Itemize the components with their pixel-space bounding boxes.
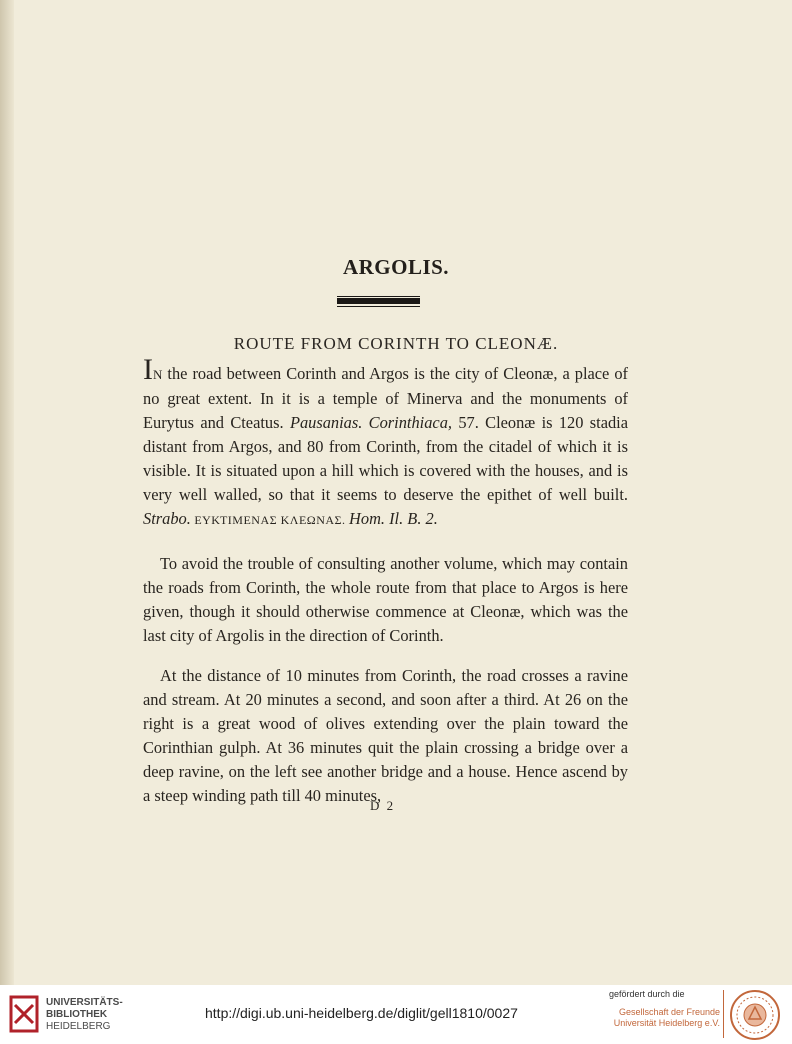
lead-small-caps: N	[153, 367, 163, 382]
library-name[interactable]	[46, 997, 123, 1033]
sponsor-line-1: Gesellschaft der Freunde	[618, 1007, 720, 1017]
signature-mark: D 2	[370, 798, 396, 813]
title-rule-top	[337, 296, 420, 297]
paragraph-1-text: the road between Corinth and Argos is the city of Cleonæ, a place of no great extent. In it is a temple of Minerva and the monuments of Eurytus and Cteatus.	[143, 364, 628, 432]
citation-strabo: Strabo.	[143, 509, 191, 528]
sponsor-line-2: Universität Heidelberg e.V.	[613, 1018, 720, 1028]
greek-quotation: ΕΥΚΤΙΜΕΝΑΣ ΚΛΕΩΝΑΣ.	[190, 513, 350, 527]
paragraph-1	[143, 353, 628, 532]
permalink-url[interactable]: http://digi.ub.uni-heidelberg.de/diglit/gell1810/0027	[205, 1005, 518, 1021]
library-line-1: UNIVERSITÄTS-	[46, 997, 123, 1008]
sponsor-name[interactable]	[613, 1007, 720, 1029]
citation-homer: Hom. Il. B. 2.	[349, 509, 438, 528]
footer-divider	[723, 990, 724, 1038]
viewer-footer	[0, 985, 792, 1044]
section-heading: ROUTE FROM CORINTH TO CLEONÆ.	[233, 334, 559, 353]
paragraph-3: At the distance of 10 minutes from Corinth, the road crosses a ravine and stream. At 20 minutes a second, and soon after a third. At 26 on the right is a great wood of olives extending over the plain toward the Corinthian gulph. At 36 minutes quit the plain crossing a bridge over a deep ravine, on the left see another bridge and a house. Hence ascend by a steep winding path till 40 minutes,	[143, 666, 628, 805]
citation-pausanias: Pausanias. Corinthiaca,	[289, 413, 452, 432]
sponsor-label: gefördert durch die	[609, 989, 685, 999]
ub-logo-icon[interactable]	[9, 995, 39, 1033]
paragraph-1-text-2: 57. Cleonæ is 120 stadia distant from Argos, and 80 from Corinth, from the citadel of which it is visible. It is situated upon a hill which is covered with the houses, and is very well walled, so that it seems to deserve the epithet of well built.	[143, 413, 628, 504]
title-rule-thick	[337, 298, 420, 304]
title-rule-bottom	[337, 306, 420, 307]
library-line-2: BIBLIOTHEK	[46, 1009, 108, 1020]
drop-cap: I	[143, 353, 153, 386]
paragraph-2: To avoid the trouble of consulting another volume, which may contain the roads from Corinth, the whole route from that place to Argos is here given, though it should otherwise commence at Cleonæ, which was the last city of Argolis in the direction of Corinth.	[143, 554, 628, 645]
library-line-3: HEIDELBERG	[46, 1021, 111, 1032]
page-spine-shadow	[0, 0, 14, 985]
university-seal-icon[interactable]	[729, 989, 781, 1041]
page-title: ARGOLIS.	[342, 255, 450, 279]
